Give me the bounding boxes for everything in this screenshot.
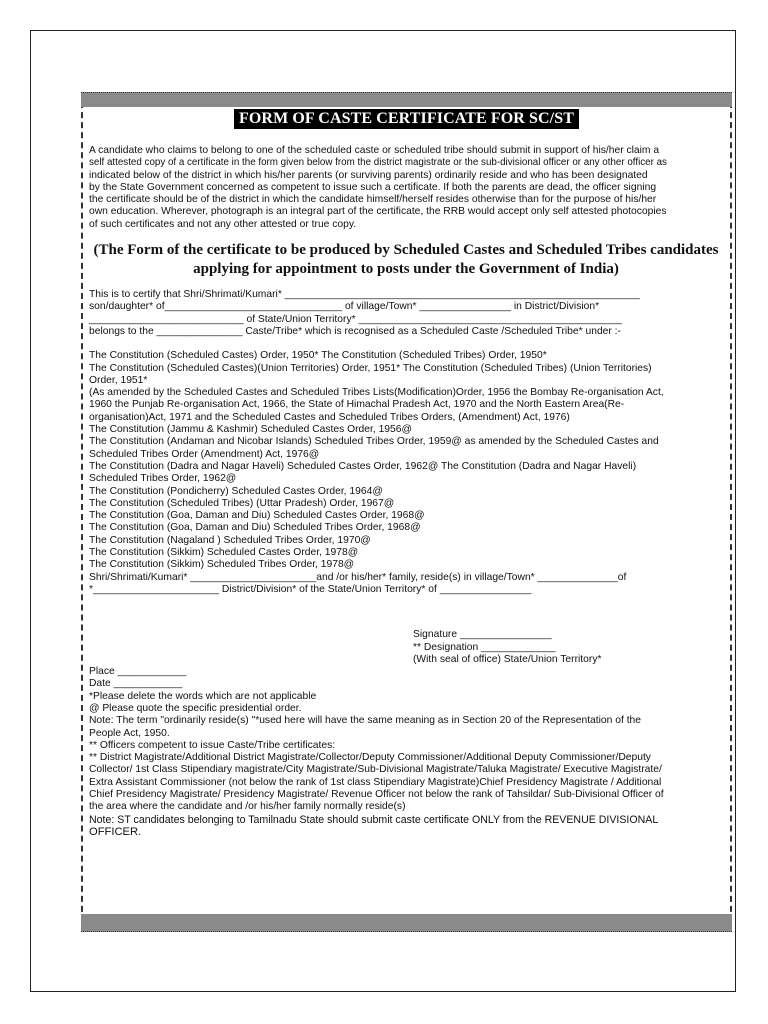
order-line: *______________________ District/Division* of the State/Union Territory* of ________________ <box>89 583 532 595</box>
final-note-line: Note: ST candidates belonging to Tamilnadu State should submit caste certificate ONLY from the REVENUE DIVISIONAL <box>89 813 659 826</box>
order-line: The Constitution (Scheduled Castes) Order, 1950* The Constitution (Scheduled Tribes) Order, 1950* <box>89 350 547 362</box>
note-line: Note: The term "ordinarily reside(s) "*used here will have the same meaning as in Section 20 of the Representation of the <box>89 715 642 727</box>
order-line: organisation)Act, 1971 and the Scheduled Castes and Scheduled Tribes Orders, (Amendment) Act, 1976) <box>89 411 570 423</box>
order-line: The Constitution (Andaman and Nicobar Islands) Scheduled Tribes Order, 1959@ as amended by the Scheduled Castes and <box>89 436 659 448</box>
certify-line: This is to certify that Shri/Shrimati/Kumari* ______________________________________________________________ <box>89 289 640 301</box>
certify-section <box>89 289 723 338</box>
orders-section <box>89 350 723 596</box>
certify-line: ___________________________ of State/Union Territory* ______________________________________________ <box>89 313 622 325</box>
order-line: 1960 the Punjab Re-organisation Act, 1966, the State of Himachal Pradesh Act, 1970 and the North Eastern Area(Re- <box>89 399 625 411</box>
spacer <box>89 596 723 629</box>
order-line: Scheduled Tribes Order, 1962@ <box>89 473 237 485</box>
place-field: Place ____________ <box>89 666 187 678</box>
note-line: *Please delete the words which are not applicable <box>89 690 317 702</box>
note-line: Chief Presidency Magistrate/ Presidency Magistrate/ Revenue Officer not below the rank of Tahsildar/ Sub-Divisional Officer of <box>89 789 664 801</box>
top-shaded-bar <box>81 92 732 107</box>
heading-line: applying for appointment to posts under the Government of India) <box>193 261 619 278</box>
intro-line: own education. Wherever, photograph is an integral part of the certificate, the RRB would accept only self attested photocopies <box>89 206 667 218</box>
order-line: The Constitution (Goa, Daman and Diu) Scheduled Castes Order, 1968@ <box>89 510 425 522</box>
signature-block <box>413 629 723 666</box>
title-container <box>81 109 732 129</box>
date-field: Date ____________ <box>89 678 183 690</box>
order-line: Shri/Shrimati/Kumari* ______________________and /or his/her* family, reside(s) in village/Town* ______________of <box>89 571 627 583</box>
intro-line: self attested copy of a certificate in the form given below from the district magistrate or the sub-divisional officer or any other officer as <box>89 157 667 169</box>
intro-line: indicated below of the district in which his/her parents (or surviving parents) ordinarily reside and who has been designated <box>89 169 648 181</box>
certify-line: belongs to the _______________ Caste/Tribe* which is recognised as a Scheduled Caste /Scheduled Tribe* under :- <box>89 325 621 337</box>
note-line: @ Please quote the specific presidential order. <box>89 702 302 714</box>
heading-line: (The Form of the certificate to be produced by Scheduled Castes and Scheduled Tribes candidates <box>93 242 719 259</box>
order-line: The Constitution (Scheduled Tribes) (Uttar Pradesh) Order, 1967@ <box>89 497 395 509</box>
order-line: Order, 1951* <box>89 374 148 386</box>
intro-paragraph <box>89 145 723 231</box>
order-line: Scheduled Tribes Order (Amendment) Act, 1976@ <box>89 448 320 460</box>
note-line: the area where the candidate and /or his/her family normally reside(s) <box>89 801 406 813</box>
order-line: The Constitution (Jammu & Kashmir) Scheduled Castes Order, 1956@ <box>89 424 412 436</box>
form-content <box>89 145 723 838</box>
signature-line: Signature ________________ <box>413 629 552 641</box>
final-note-line: OFFICER. <box>89 825 142 838</box>
notes-section <box>89 691 723 814</box>
form-heading <box>89 241 723 279</box>
intro-line: by the State Government concerned as competent to issue such a certificate. If both the parents are dead, the officer signing <box>89 181 657 193</box>
note-line: Collector/ 1st Class Stipendiary magistrate/City Magistrate/Sub-Divisional Magistrate/Taluka Magistrate/ Executive Magistrate/ <box>89 764 662 776</box>
designation-line: ** Designation _____________ <box>413 641 556 653</box>
intro-line: A candidate who claims to belong to one of the scheduled caste or scheduled tribe should submit in support of his/her claim a <box>89 145 660 156</box>
intro-line: the certificate should be of the district in which the candidate himself/herself resides otherwise than for the purpose of his/her <box>89 194 657 206</box>
order-line: (As amended by the Scheduled Castes and Scheduled Tribes Lists(Modification)Order, 1956 the Bombay Re-organisation Act, <box>89 387 664 399</box>
bottom-shaded-bar <box>81 914 732 932</box>
intro-line: of such certificates and not any other attested or true copy. <box>89 218 357 230</box>
note-line: People Act, 1950. <box>89 727 170 739</box>
order-line: The Constitution (Goa, Daman and Diu) Scheduled Tribes Order, 1968@ <box>89 522 421 534</box>
final-note <box>89 814 723 839</box>
order-line: The Constitution (Sikkim) Scheduled Castes Order, 1978@ <box>89 547 359 559</box>
order-line: The Constitution (Pondicherry) Scheduled Castes Order, 1964@ <box>89 485 383 497</box>
note-line: ** District Magistrate/Additional District Magistrate/Collector/Deputy Commissioner/Additional Deputy Commissioner/Deputy <box>89 752 651 764</box>
form-title: FORM OF CASTE CERTIFICATE FOR SC/ST <box>234 109 579 129</box>
order-line: The Constitution (Nagaland ) Scheduled Tribes Order, 1970@ <box>89 534 371 546</box>
note-line: ** Officers competent to issue Caste/Tribe certificates: <box>89 739 336 751</box>
seal-line: (With seal of office) State/Union Territory* <box>413 653 602 665</box>
order-line: The Constitution (Scheduled Castes)(Union Territories) Order, 1951* The Constitution (Scheduled Tribes) (Union Territories) <box>89 362 652 374</box>
order-line: The Constitution (Sikkim) Scheduled Tribes Order, 1978@ <box>89 559 355 571</box>
note-line: Extra Assistant Commissioner (not below the rank of 1st class Stipendiary Magistrate)Chief Presidency Magistrate / Additional <box>89 776 662 788</box>
certify-line: son/daughter* of_______________________________ of village/Town* ________________ in District/Division* <box>89 301 600 313</box>
spacer <box>89 338 723 350</box>
order-line: The Constitution (Dadra and Nagar Haveli) Scheduled Castes Order, 1962@ The Constitution (Dadra and Nagar Haveli) <box>89 460 637 472</box>
